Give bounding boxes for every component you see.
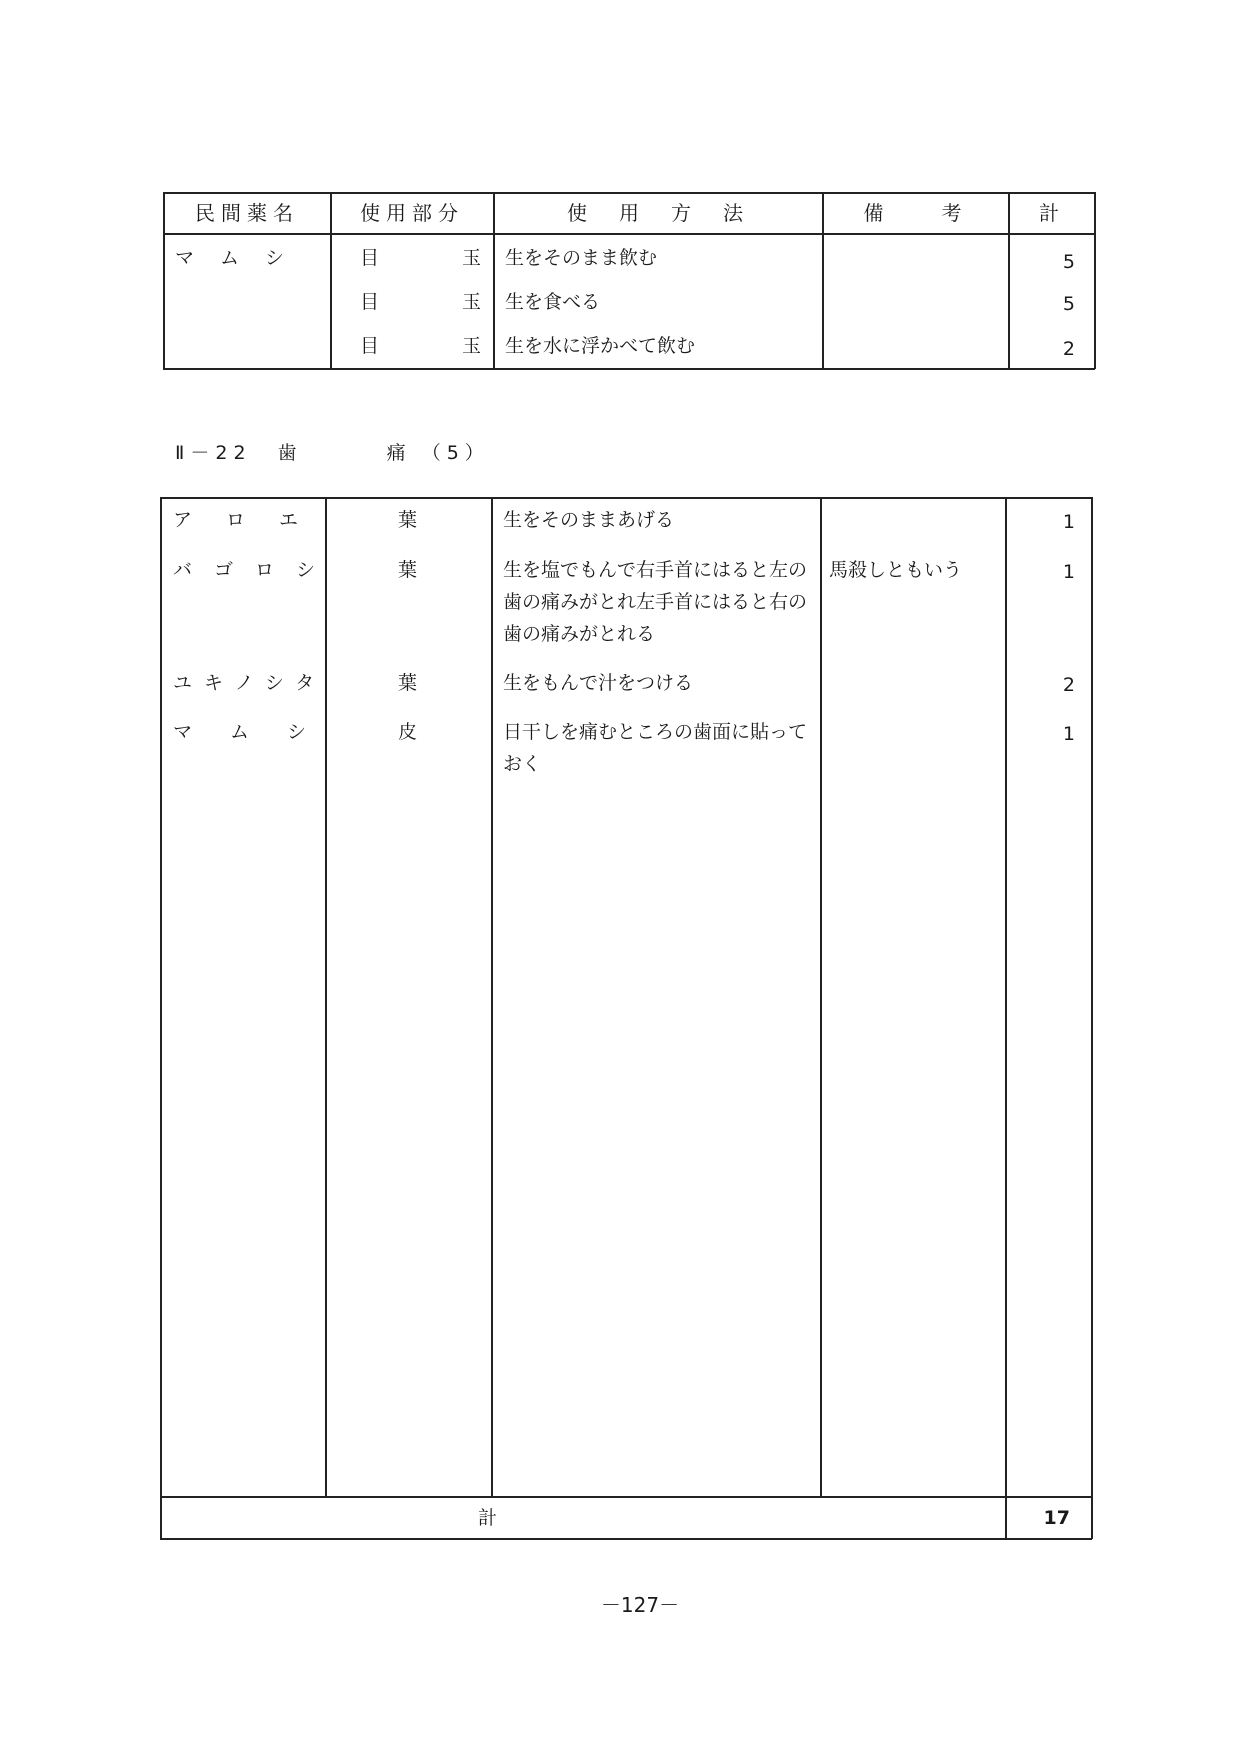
table-row-count: 1	[1062, 511, 1075, 533]
table-row-name: マムシ	[175, 247, 311, 269]
table-row-method: 生を水に浮かべて飲む	[505, 335, 696, 357]
table-row-part: 皮	[398, 721, 418, 743]
table-row-method: 生をそのまま飲む	[505, 247, 658, 269]
table-row-part: 目 玉	[360, 335, 514, 357]
page-number: －127－	[600, 1593, 680, 1617]
header-remedy-name: 民間薬名	[195, 201, 299, 225]
table-row-count: 1	[1062, 723, 1075, 745]
section-code: Ⅱ－22	[175, 442, 252, 464]
table-row-method: 生を塩でもんで右手首にはると左の歯の痛みがとれ左手首にはると右の歯の痛みがとれる	[503, 559, 808, 645]
total-label: 計	[478, 1507, 498, 1529]
table-row-count: 2	[1062, 674, 1075, 696]
table-row-part: 葉	[398, 559, 418, 581]
table-row-count: 2	[1062, 338, 1075, 360]
table-row-name: バゴロシ	[173, 559, 338, 581]
table-row-part: 目 玉	[360, 247, 514, 269]
table-row-name: アロエ	[173, 509, 333, 531]
table-row-name: マムシ	[173, 721, 345, 743]
table-row-part: 葉	[398, 509, 418, 531]
table-row-method: 生をそのままあげる	[503, 509, 675, 531]
section-heading	[175, 438, 490, 468]
section-title-char1: 歯	[277, 442, 297, 464]
table-row-part: 目 玉	[360, 291, 514, 313]
total-value: 17	[1043, 1507, 1070, 1529]
header-part-used: 使用部分	[360, 201, 464, 225]
section-count: （5）	[421, 442, 490, 464]
header-notes: 備 考	[863, 201, 968, 225]
table-row-name: ユキノシタ	[173, 672, 327, 694]
table-row-count: 5	[1062, 293, 1075, 315]
table-row-count: 1	[1062, 561, 1075, 583]
table-row-method: 生を食べる	[505, 291, 601, 313]
table-row-method: 生をもんで汁をつける	[503, 672, 694, 694]
table-row-part: 葉	[398, 672, 418, 694]
header-usage-method: 使 用 方 法	[567, 201, 749, 225]
header-total: 計	[1039, 201, 1065, 225]
table-row-note: 馬殺しともいう	[829, 559, 963, 581]
table-row-method: 日干しを痛むところの歯面に貼っておく	[503, 721, 808, 775]
table-row-count: 5	[1062, 251, 1075, 273]
section-title-char2: 痛	[386, 442, 406, 464]
